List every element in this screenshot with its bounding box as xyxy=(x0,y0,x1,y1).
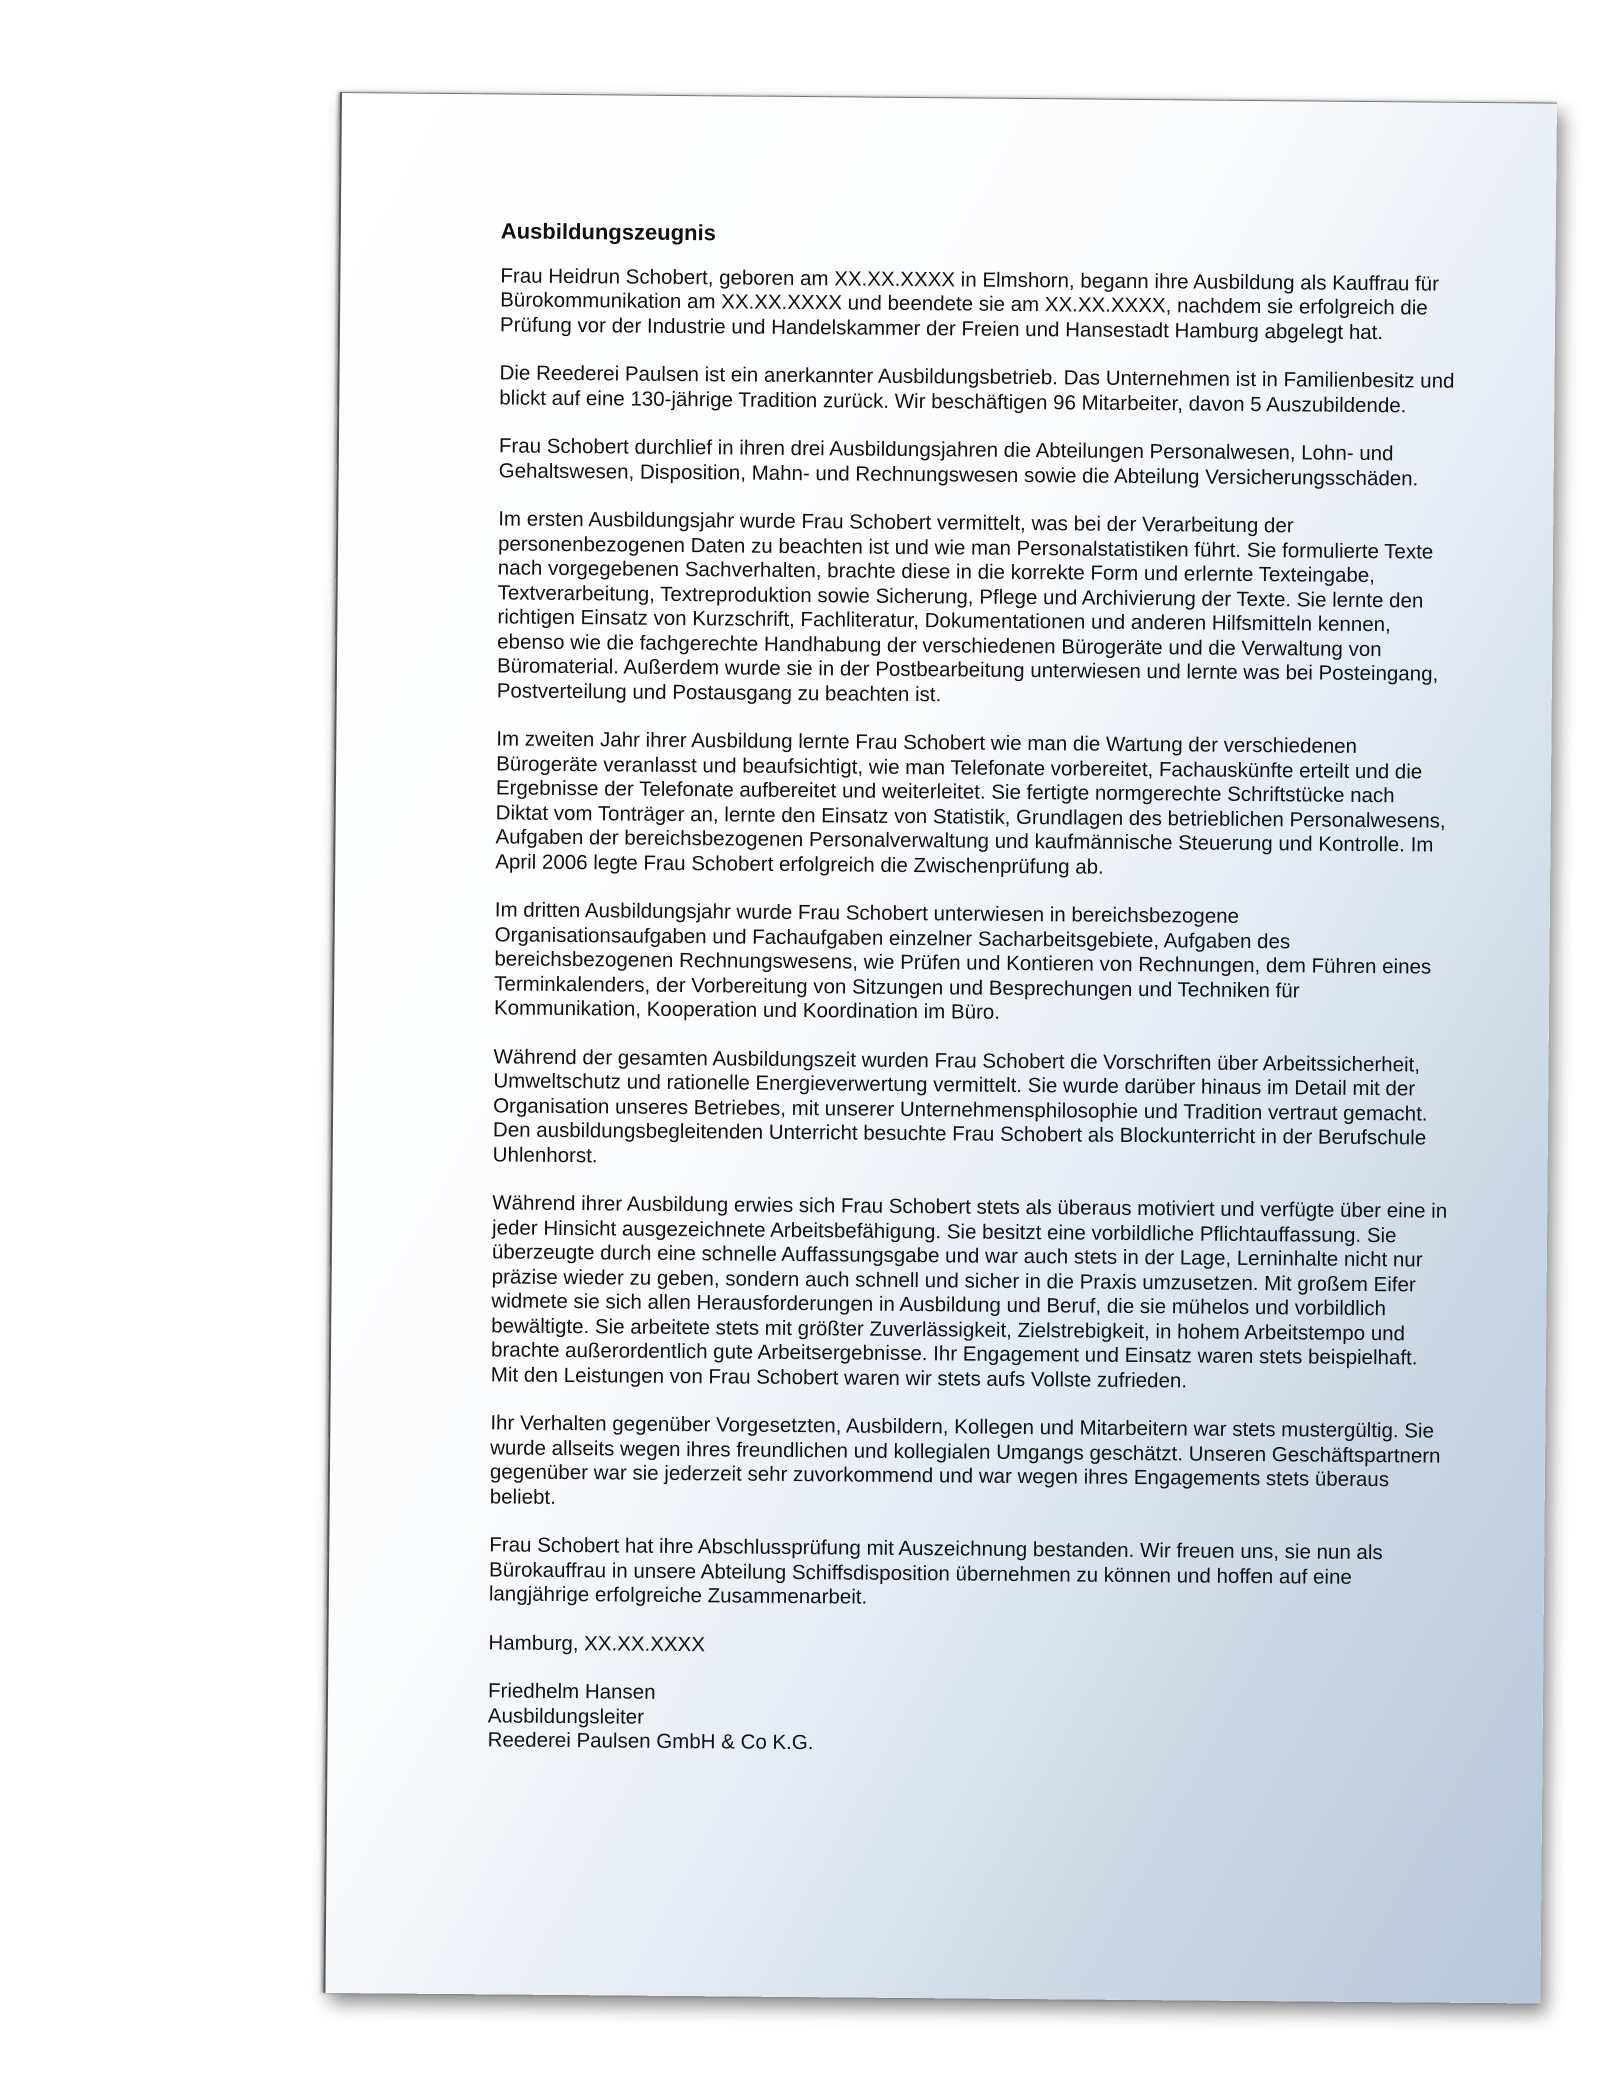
document-page xyxy=(323,92,1557,2004)
signature-block xyxy=(488,1679,1444,1761)
paragraph-departments: Frau Schobert durchlief in ihren drei Ausbildungsjahren die Abteilungen Personalwesen, Lohn- und Gehaltswesen, Disposition, Mahn- und Rechnungswesen sowie die Abteilung Versicherungsschäden. xyxy=(498,434,1419,490)
place-date: Hamburg, XX.XX.XXXX xyxy=(488,1630,706,1656)
paragraph-closing: Frau Schobert hat ihre Abschlussprüfung mit Auszeichnung bestanden. Wir freuen uns, sie nun als Bürokauffrau in unsere Abteilung Schiffsdisposition übernehmen zu können und hoffen auf eine langjährige erfolgreiche Zusammenarbeit. xyxy=(488,1533,1383,1609)
paragraph-first-year: Im ersten Ausbildungsjahr wurde Frau Schobert vermittelt, was bei der Verarbeitung der personenbezogenen Daten zu beachten ist und wie man Personalstatistiken führt. Sie formulierte Texte nach vorgegebenen Sachverhalten, brachte diese in die korrekte Form und erlernte Texteingabe, Textverarbeitung, Textreproduktion sowie Sicherung, Pflege und Archivierung der Texte. Sie lernte den richtigen Einsatz von Kurzschrift, Fachliteratur, Dokumentationen und anderen Hilfsmitteln kennen, ebenso wie die fachgerechte Handhabung der verschiedenen Bürogeräte und die Verwaltung von Büromaterial. Außerdem wurde sie in der Postbearbeitung unterwiesen und lernte was bei Posteingang, Postverteilung und Postausgang zu beachten ist. xyxy=(496,507,1439,706)
paragraph-third-year: Im dritten Ausbildungsjahr wurde Frau Schobert unterwiesen in bereichsbezogene Organisationsaufgaben und Fachaufgaben einzelner Sacharbeitsgebiete, Aufgaben des bereichsbezogenen Rechnungswesens, wie Prüfen und Kontieren von Rechnungen, dem Führen eines Terminkalenders, der Vorbereitung von Sitzungen und Besprechungen und Techniken für Kommunikation, Kooperation und Koordination im Büro. xyxy=(493,898,1432,1024)
document-body xyxy=(488,219,1456,1761)
signature-role: Ausbildungsleiter xyxy=(487,1703,645,1729)
document-title: Ausbildungszeugnis xyxy=(500,218,717,246)
signature-name: Friedhelm Hansen xyxy=(487,1679,656,1704)
paragraph-conduct: Ihr Verhalten gegenüber Vorgesetzten, Ausbildern, Kollegen und Mitarbeitern war stets mustergültig. Sie wurde allseits wegen ihres freundlichen und kollegialen Umgangs geschätzt. Unseren Geschäftspartnern gegenüber war sie jederzeit sehr zuvorkommend und war wegen ihres Engagements stets überaus beliebt. xyxy=(489,1411,1441,1509)
paragraph-intro: Frau Heidrun Schobert, geboren am XX.XX.XXXX in Elmshorn, begann ihre Ausbildung als Kauffrau für Bürokommunikation am XX.XX.XXXX und beendete sie am XX.XX.XXXX, nachdem sie erfolgreich die Prüfung vor der Industrie und Handelskammer der Freien und Hansestadt Hamburg abgelegt hat. xyxy=(499,263,1440,344)
paragraph-performance: Während ihrer Ausbildung erwies sich Frau Schobert stets als überaus motiviert und verfügte über eine in jeder Hinsicht ausgezeichnete Arbeitsbefähigung. Sie besitzt eine vorbildliche Pflichtauffassung. Sie überzeugte durch eine schnelle Auffassungsgabe und war auch stets in der Lage, Lerninhalte nicht nur präzise wieder zu geben, sondern auch schnell und sicher in die Praxis umzusetzen. Mit großem Eifer widmete sie sich allen Herausforderungen in Ausbildung und Beruf, die sie mühelos und vorbildlich bewältigte. Sie arbeitete stets mit größter Zuverlässigkeit, Zielstrebigkeit, in hohem Arbeitstempo und brachte außerordentlich gute Arbeitsergebnisse. Ihr Engagement und Einsatz waren stets beispielhaft. Mit den Leistungen von Frau Schobert waren wir stets aufs Vollste zufrieden. xyxy=(490,1191,1448,1392)
paragraph-second-year: Im zweiten Jahr ihrer Ausbildung lernte Frau Schobert wie man die Wartung der verschiedenen Bürogeräte veranlasst und beaufsichtigt, wie man Telefonate vorbereitet, Fachauskünfte erteilt und die Ergebnisse der Telefonate aufbereitet und weiterleitet. Sie fertigte normgerechte Schriftstücke nach Diktat vom Tonträger an, lernte den Einsatz von Statistik, Grundlagen des betrieblichen Personalwesens, Aufgaben der bereichsbezogenen Personalverwaltung und kaufmännische Steuerung und Kontrolle. Im April 2006 legte Frau Schobert erfolgreich die Zwischenprüfung ab. xyxy=(495,727,1446,879)
paragraph-company: Die Reederei Paulsen ist ein anerkannter Ausbildungsbetrieb. Das Unternehmen ist in Familienbesitz und blickt auf eine 130-jährige Tradition zurück. Wir beschäftigen 96 Mitarbeiter, davon 5 Auszubildende. xyxy=(499,361,1455,417)
paragraph-general-training: Während der gesamten Ausbildungszeit wurden Frau Schobert die Vorschriften über Arbeitssicherheit, Umweltschutz und rationelle Energieverwertung vermittelt. Sie wurde darüber hinaus im Detail mit der Organisation unseres Betriebes, mit unserer Unternehmensphilosophie und Tradition vertraut gemacht. Den ausbildungsbegleitenden Unterricht besuchte Frau Schobert als Blockunterricht in der Berufschule Uhlenhorst. xyxy=(492,1044,1428,1167)
signature-company: Reederei Paulsen GmbH & Co K.G. xyxy=(487,1728,814,1755)
